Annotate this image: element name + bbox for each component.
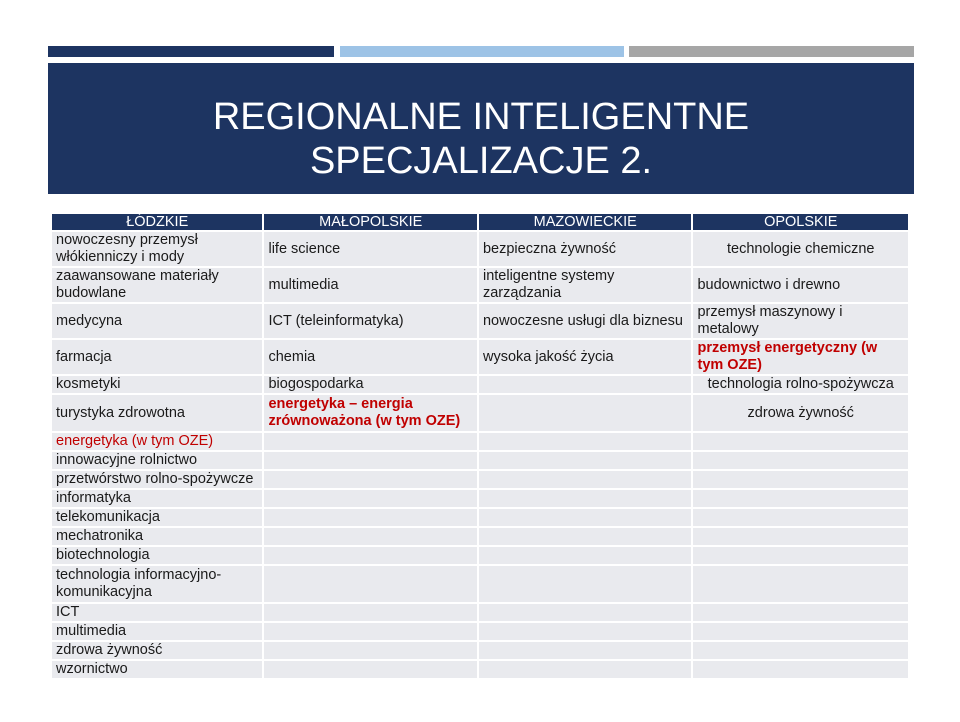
accent-bar-gray	[629, 46, 914, 57]
table-row	[52, 623, 908, 640]
table-cell-empty	[693, 642, 908, 659]
table-cell: chemia	[264, 340, 477, 374]
title-line-1: REGIONALNE INTELIGENTNE	[212, 96, 750, 138]
table-cell: innowacyjne rolnictwo	[52, 452, 262, 469]
table-cell: technologie chemiczne	[693, 232, 908, 266]
table-cell-empty	[264, 604, 477, 621]
table-cell: zdrowa żywność	[693, 395, 908, 431]
table-cell: biogospodarka	[264, 376, 477, 393]
table-cell: technologia informacyjno-komunikacyjna	[52, 566, 262, 602]
slide-title	[168, 95, 794, 183]
table-cell-empty	[693, 623, 908, 640]
table-cell-empty	[693, 661, 908, 678]
table-cell-empty	[264, 528, 477, 545]
table-cell-empty	[693, 433, 908, 450]
accent-bar-navy	[48, 46, 334, 57]
table-cell-empty	[264, 433, 477, 450]
accent-bar-light-blue	[340, 46, 624, 57]
table-cell-empty	[264, 509, 477, 526]
table-cell: multimedia	[52, 623, 262, 640]
table-cell-empty	[693, 471, 908, 488]
table-cell: inteligentne systemy zarządzania	[479, 268, 692, 302]
table-cell-empty	[693, 528, 908, 545]
table-row	[52, 547, 908, 564]
title-banner	[48, 63, 914, 194]
table-cell-empty	[479, 604, 692, 621]
table-cell-empty	[693, 452, 908, 469]
table-row	[52, 304, 908, 338]
table-row	[52, 642, 908, 659]
table-row	[52, 509, 908, 526]
table-cell-empty	[264, 452, 477, 469]
table-row	[52, 661, 908, 678]
table-row	[52, 566, 908, 602]
table-cell: mechatronika	[52, 528, 262, 545]
table-row	[52, 376, 908, 393]
table-cell: budownictwo i drewno	[693, 268, 908, 302]
table-cell-empty	[264, 547, 477, 564]
table-cell-highlight: energetyka (w tym OZE)	[52, 433, 262, 450]
table-cell-empty	[479, 452, 692, 469]
table-row	[52, 268, 908, 302]
header-mazowieckie: MAZOWIECKIE	[479, 214, 692, 230]
table-row	[52, 528, 908, 545]
table-cell-empty	[479, 433, 692, 450]
table-cell-empty	[479, 509, 692, 526]
table-cell: turystyka zdrowotna	[52, 395, 262, 431]
table-row	[52, 232, 908, 266]
table-cell: technologia rolno-spożywcza	[693, 376, 908, 393]
table-row	[52, 604, 908, 621]
table-cell-empty	[264, 623, 477, 640]
table-cell-empty	[479, 528, 692, 545]
title-line-2: SPECJALIZACJE 2.	[309, 140, 653, 182]
header-opolskie: OPOLSKIE	[693, 214, 908, 230]
table-row	[52, 395, 908, 431]
table-row	[52, 452, 908, 469]
table-cell-empty	[479, 661, 692, 678]
table-cell: medycyna	[52, 304, 262, 338]
table-cell: zdrowa żywność	[52, 642, 262, 659]
table-cell-empty	[693, 547, 908, 564]
table-cell: farmacja	[52, 340, 262, 374]
table-cell-empty	[479, 566, 692, 602]
table-cell: nowoczesny przemysł włókienniczy i mody	[52, 232, 262, 266]
table-cell-empty	[264, 642, 477, 659]
table-cell: life science	[264, 232, 477, 266]
table-cell: ICT (teleinformatyka)	[264, 304, 477, 338]
table-row	[52, 490, 908, 507]
header-lodzkie: ŁÓDZKIE	[52, 214, 262, 230]
table-cell-empty	[693, 490, 908, 507]
table-cell: wzornictwo	[52, 661, 262, 678]
table-row	[52, 471, 908, 488]
header-malopolskie: MAŁOPOLSKIE	[264, 214, 477, 230]
table-cell: multimedia	[264, 268, 477, 302]
table-row	[52, 433, 908, 450]
table-cell: kosmetyki	[52, 376, 262, 393]
table-cell-empty	[479, 623, 692, 640]
table-cell-empty	[479, 471, 692, 488]
table-cell: ICT	[52, 604, 262, 621]
table-cell: bezpieczna żywność	[479, 232, 692, 266]
table-cell-empty	[479, 395, 692, 431]
table-cell-empty	[479, 642, 692, 659]
table-cell-empty	[479, 547, 692, 564]
specializations-table	[50, 212, 910, 680]
table-cell-empty	[479, 490, 692, 507]
table-cell-empty	[479, 376, 692, 393]
table-row	[52, 340, 908, 374]
header-row	[52, 214, 908, 230]
table-cell: biotechnologia	[52, 547, 262, 564]
table-cell: nowoczesne usługi dla biznesu	[479, 304, 692, 338]
table-cell-empty	[264, 471, 477, 488]
table-cell-empty	[693, 509, 908, 526]
table-cell-highlight: przemysł energetyczny (w tym OZE)	[693, 340, 908, 374]
table-cell-empty	[264, 566, 477, 602]
table-cell: informatyka	[52, 490, 262, 507]
table-cell: zaawansowane materiały budowlane	[52, 268, 262, 302]
table-cell-empty	[693, 566, 908, 602]
table-cell-empty	[264, 661, 477, 678]
table-cell-empty	[264, 490, 477, 507]
table-cell: przemysł maszynowy i metalowy	[693, 304, 908, 338]
table-cell: telekomunikacja	[52, 509, 262, 526]
table-cell: przetwórstwo rolno-spożywcze	[52, 471, 262, 488]
table-cell: wysoka jakość życia	[479, 340, 692, 374]
table-cell-highlight: energetyka – energia zrównoważona (w tym OZE)	[264, 395, 477, 431]
table-cell-empty	[693, 604, 908, 621]
